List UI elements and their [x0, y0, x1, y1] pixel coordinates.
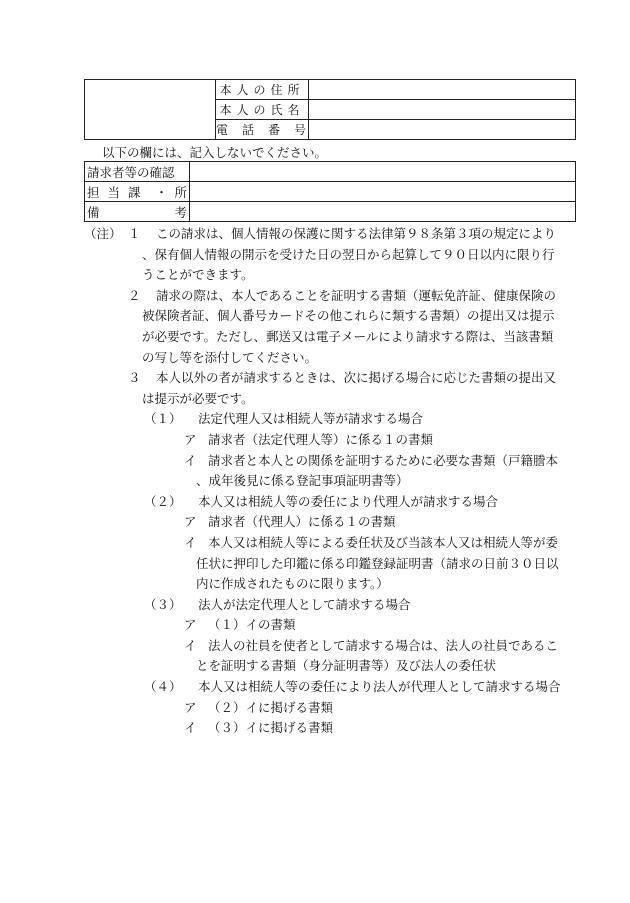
note-3 [84, 368, 584, 409]
case-4-a [84, 698, 584, 719]
office-use-note: 以下の欄には、記入しないでください。 [102, 145, 328, 160]
case-3-i [84, 636, 584, 677]
case-3-i-line-2: とを証明する書類（身分証明書等）及び法人の委任状 [196, 658, 497, 674]
notes-prefix: （注） [84, 226, 122, 241]
address-field[interactable] [309, 80, 576, 100]
dept-label-dot: ・ [155, 184, 168, 200]
case-1-a-text: 請求者（法定代理人等）に係る１の書類 [208, 431, 434, 447]
dept-label-end: 所 [174, 184, 187, 200]
remarks-cell [190, 202, 576, 222]
case-3-number: （３） [144, 596, 182, 612]
dept-label [85, 182, 190, 202]
case-1-text: 法定代理人又は相続人等が請求する場合 [198, 411, 424, 427]
address-row [85, 80, 576, 100]
note-2-number: ２ [128, 287, 141, 303]
case-4-a-text: （２）イに掲げる書類 [208, 699, 334, 715]
note-3-number: ３ [128, 370, 141, 386]
address-label: 本人の住所 [216, 80, 309, 100]
case-2-i-line-1: 本人又は相続人等による委任状及び当該本人又は相続人等が委 [208, 534, 559, 550]
note-2 [84, 286, 584, 368]
remarks-label [85, 202, 190, 222]
phone-label: 電話番号 [216, 120, 309, 140]
dept-cell [190, 182, 576, 202]
case-1-a-mark: ア [184, 431, 197, 447]
remarks-label-end: 考 [174, 204, 187, 220]
note-1-line-2: 、保有個人情報の開示を受けた日の翌日から起算して９０日以内に限り行 [142, 246, 555, 262]
notes-section [84, 224, 584, 739]
applicant-info-table [84, 79, 576, 140]
note-2-line-2: 被保険者証、個人番号カードその他これらに類する書類）の提出又は提示 [142, 308, 555, 324]
case-4-number: （４） [144, 679, 182, 695]
case-2-number: （２） [144, 493, 182, 509]
note-2-line-1: 請求の際は、本人であることを証明する書類（運転免許証、健康保険の [156, 287, 557, 303]
case-1 [84, 409, 584, 430]
case-2-a [84, 512, 584, 533]
confirm-row [85, 162, 576, 182]
case-2-i-line-2: 任状に押印した印鑑に係る印鑑登録証明書（請求の日前３０日以 [196, 555, 559, 571]
case-2-a-text: 請求者（代理人）に係る１の書類 [208, 514, 396, 530]
note-2-line-3: が必要です。ただし、郵送又は電子メールにより請求する際は、当該書類 [142, 328, 554, 344]
confirm-label: 請求者等の確認 [85, 162, 190, 182]
note-1-number: １ [128, 226, 141, 241]
case-4 [84, 677, 584, 698]
blank-cell [85, 80, 216, 140]
name-label: 本人の氏名 [216, 100, 309, 120]
case-1-a [84, 430, 584, 451]
case-1-i-line-2: 、成年後見に係る登記事項証明書等） [196, 473, 409, 489]
case-2-text: 本人又は相続人等の委任により代理人が請求する場合 [198, 493, 499, 509]
case-2-a-mark: ア [184, 514, 197, 530]
case-3 [84, 595, 584, 616]
note-1 [84, 224, 584, 286]
case-3-a-text: （１）イの書類 [208, 617, 296, 633]
case-4-i [84, 718, 584, 739]
case-4-text: 本人又は相続人等の委任により法人が代理人として請求する場合 [198, 679, 561, 695]
case-3-text: 法人が法定代理人として請求する場合 [198, 596, 411, 612]
case-1-i-mark: イ [184, 452, 197, 468]
note-3-line-1: 本人以外の者が請求するときは、次に掲げる場合に応じた書類の提出又 [156, 370, 557, 386]
remarks-label-start: 備 [87, 204, 100, 220]
case-1-number: （１） [144, 411, 182, 427]
note-1-line-3: うことができます。 [142, 267, 254, 283]
case-3-a [84, 615, 584, 636]
note-3-line-2: は提示が必要です。 [142, 390, 254, 406]
case-3-i-line-1: 法人の社員を使者として請求する場合は、法人の社員であるこ [208, 637, 559, 653]
case-2-i [84, 533, 584, 595]
case-1-i-line-1: 請求者と本人との関係を証明するために必要な書類（戸籍謄本 [208, 452, 559, 468]
case-2 [84, 492, 584, 513]
note-2-line-4: の写し等を添付してください。 [142, 349, 318, 365]
case-4-a-mark: ア [184, 699, 197, 715]
case-3-i-mark: イ [184, 637, 197, 653]
case-4-i-text: （３）イに掲げる書類 [208, 720, 334, 736]
remarks-row [85, 202, 576, 222]
phone-field[interactable] [309, 120, 576, 140]
dept-label-main: 担当課 [87, 184, 149, 200]
confirm-cell [190, 162, 576, 182]
case-2-i-line-3: 内に作成されたものに限ります。） [196, 576, 389, 592]
case-3-a-mark: ア [184, 617, 197, 633]
case-2-i-mark: イ [184, 534, 197, 550]
dept-row [85, 182, 576, 202]
name-field[interactable] [309, 100, 576, 120]
office-use-table [84, 161, 576, 222]
note-1-line-1: この請求は、個人情報の保護に関する法律第９８条第３項の規定により [156, 226, 557, 241]
case-4-i-mark: イ [184, 720, 197, 736]
case-1-i [84, 451, 584, 492]
